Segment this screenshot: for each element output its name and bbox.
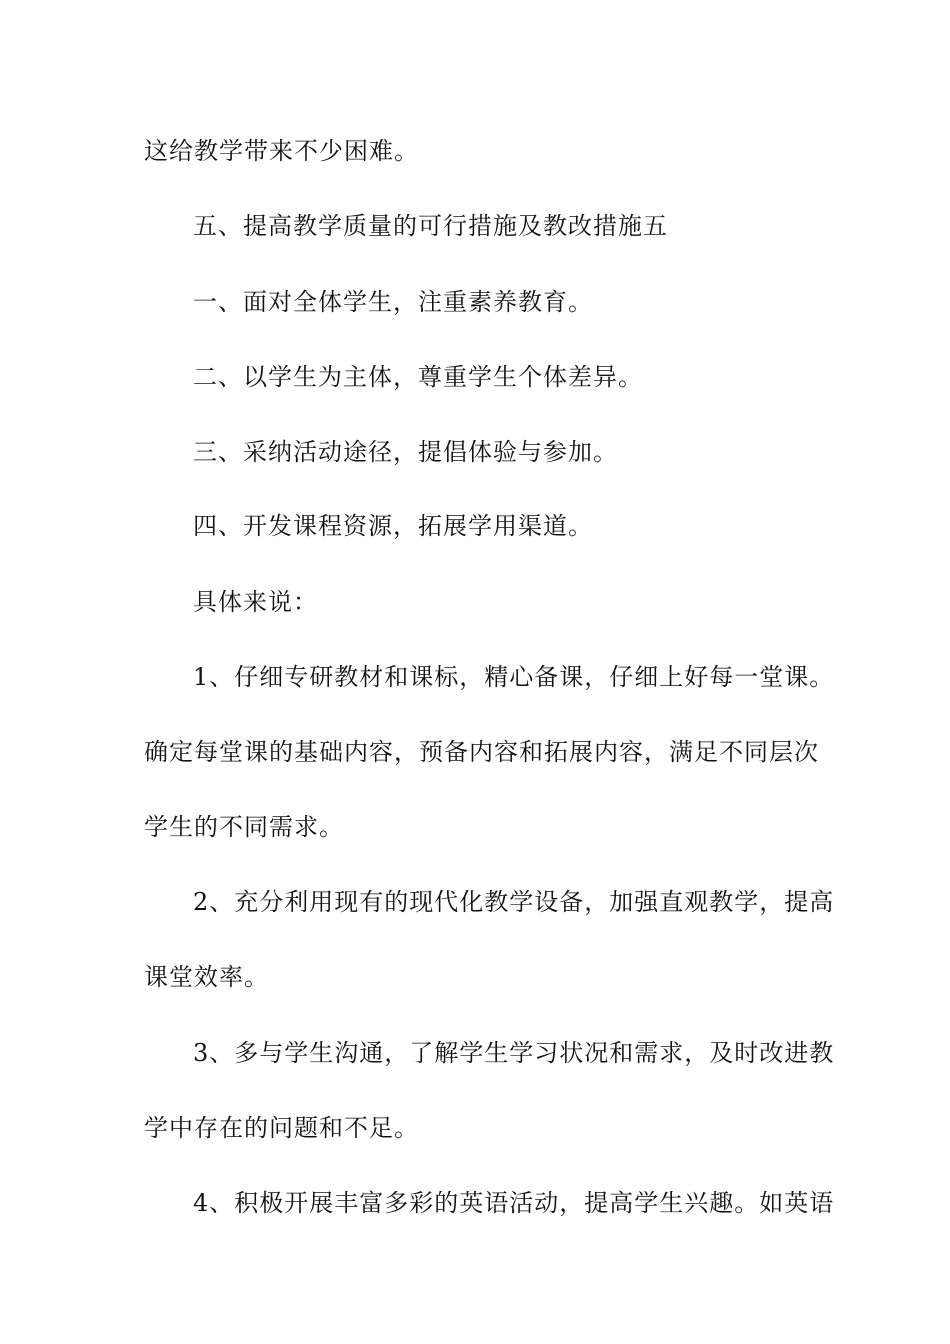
- text-line-7: 具体来说：: [193, 588, 318, 616]
- text-line-4: 二、以学生为主体，尊重学生个体差异。: [193, 363, 643, 391]
- text-line-10: 学生的不同需求。: [144, 813, 344, 841]
- text-line-12: 课堂效率。: [144, 963, 269, 991]
- text-line-6: 四、开发课程资源，拓展学用渠道。: [193, 512, 593, 540]
- text-line-2: 五、提高教学质量的可行措施及教改措施五: [193, 212, 668, 240]
- text-line-14: 学中存在的问题和不足。: [144, 1114, 419, 1142]
- text-line-11: 2、充分利用现有的现代化教学设备，加强直观教学，提高: [193, 888, 835, 916]
- text-line-15: 4、积极开展丰富多彩的英语活动，提高学生兴趣。如英语: [193, 1189, 835, 1217]
- text-line-5: 三、采纳活动途径，提倡体验与参加。: [193, 438, 618, 466]
- text-line-9: 确定每堂课的基础内容，预备内容和拓展内容，满足不同层次: [144, 738, 819, 766]
- text-line-13: 3、多与学生沟通，了解学生学习状况和需求，及时改进教: [193, 1039, 835, 1067]
- text-line-3: 一、面对全体学生，注重素养教育。: [193, 288, 593, 316]
- text-line-1: 这给教学带来不少困难。: [144, 137, 419, 165]
- text-line-8: 1、仔细专研教材和课标，精心备课，仔细上好每一堂课。: [193, 663, 835, 691]
